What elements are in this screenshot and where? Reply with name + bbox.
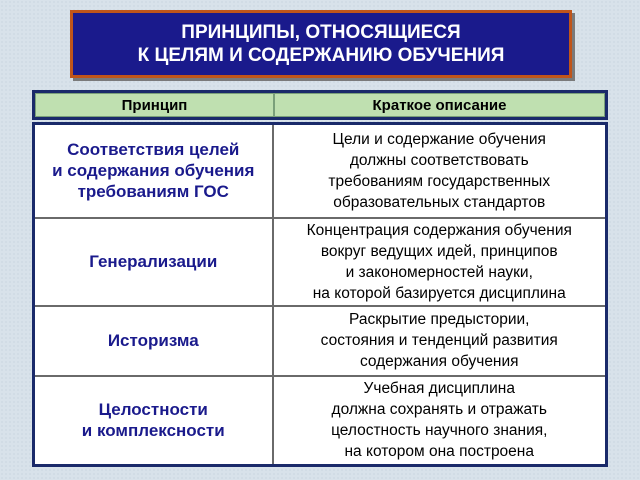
header-description: Краткое описание (274, 93, 605, 117)
principle-line: Соответствия целей (67, 140, 240, 160)
description-line: и закономерностей науки, (345, 263, 533, 281)
table-row (34, 124, 607, 218)
description-cell (273, 218, 607, 306)
table-row (34, 376, 607, 466)
principle-line: и комплексности (81, 421, 225, 441)
principle-cell (34, 306, 273, 376)
description-line: вокруг ведущих идей, принципов (320, 242, 558, 260)
principle-line: Целостности (98, 400, 208, 420)
table-row (34, 218, 607, 306)
principle-line: и содержания обучения (52, 161, 255, 181)
description-line: содержания обучения (359, 353, 519, 370)
header-principle: Принцип (35, 93, 274, 117)
principle-cell (34, 124, 273, 218)
principle-line: Историзма (107, 331, 199, 350)
description-cell (273, 376, 607, 466)
description-line: образовательных стандартов (333, 193, 546, 211)
table-row (34, 306, 607, 376)
description-line: Раскрытие предыстории, (349, 311, 530, 328)
description-cell (273, 306, 607, 376)
title-line-2: К ЦЕЛЯМ И СОДЕРЖАНИЮ ОБУЧЕНИЯ (137, 45, 505, 66)
description-line: Учебная дисциплина (363, 380, 515, 398)
principle-line: Генерализации (89, 252, 218, 271)
principle-line: требованиям ГОС (77, 182, 229, 202)
description-line: целостность научного знания, (331, 422, 548, 440)
principles-table (32, 122, 608, 467)
principle-cell (34, 376, 273, 466)
principle-cell (34, 218, 273, 306)
table-header (32, 90, 608, 120)
description-line: Концентрация содержания обучения (306, 221, 572, 239)
description-cell (273, 124, 607, 218)
description-line: состояния и тенденций развития (320, 332, 558, 349)
description-line: требованиям государственных (328, 172, 551, 190)
slide-title (70, 10, 572, 78)
description-line: должны соответствовать (349, 151, 529, 169)
description-line: на которой базируется дисциплина (312, 284, 566, 302)
description-line: Цели и содержание обучения (332, 130, 546, 148)
title-line-1: ПРИНЦИПЫ, ОТНОСЯЩИЕСЯ (181, 22, 461, 43)
description-line: на котором она построена (344, 443, 534, 461)
description-line: должна сохранять и отражать (331, 401, 547, 419)
